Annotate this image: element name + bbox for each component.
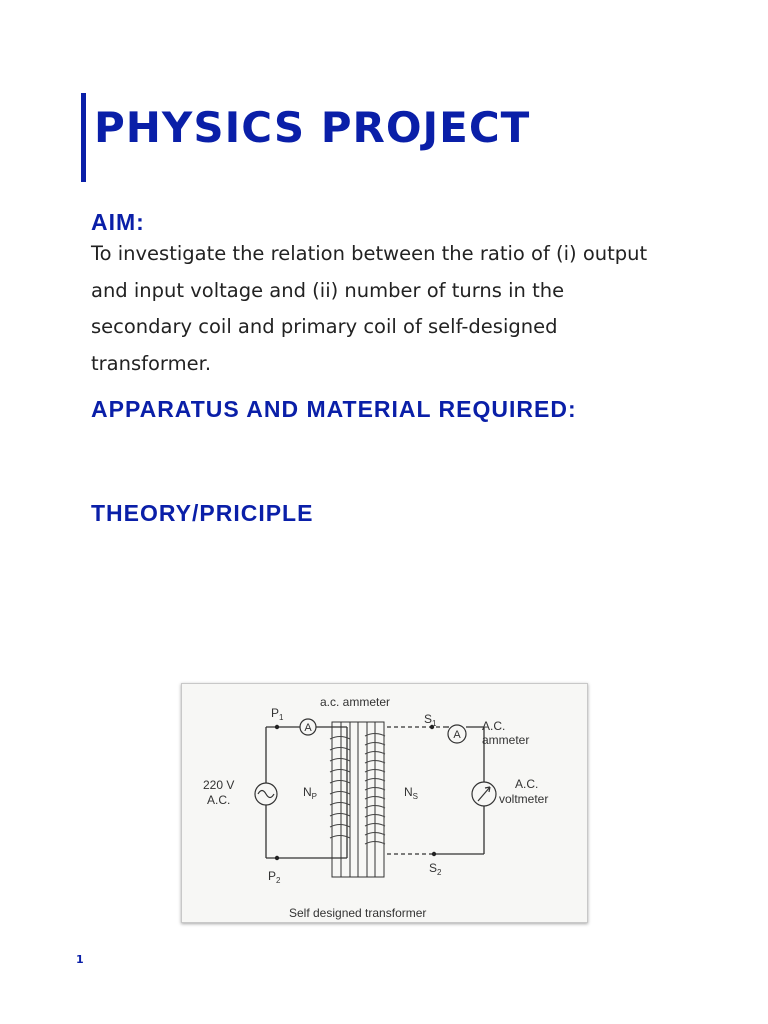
ns-label: $N_S$: [404, 785, 419, 801]
transformer-circuit-figure: [181, 683, 588, 923]
aim-line: transformer.: [91, 351, 212, 375]
np-label: $N_P$: [303, 785, 318, 801]
s2-label: $S_2$: [429, 861, 442, 877]
figure-caption: Self designed transformer: [289, 906, 427, 920]
p2-label: $P_2$: [268, 869, 281, 885]
source-type-label: A.C.: [207, 793, 231, 807]
ac-ammeter-label: a.c. ammeter: [320, 695, 391, 709]
aim-line: To investigate the relation between the ratio of (i) output: [91, 242, 648, 265]
aim-line: and input voltage and (ii) number of turns in the: [91, 278, 565, 302]
ammeter-symbol-text: A: [304, 722, 312, 734]
aim-heading: AIM:: [91, 209, 145, 235]
secondary-ammeter-symbol: [448, 725, 466, 743]
ac-source-symbol: [255, 783, 277, 805]
theory-heading: THEORY/PRICIPLE: [91, 500, 314, 526]
circuit-diagram: [182, 684, 587, 922]
aim-line: secondary coil and primary coil of self-designed: [91, 315, 558, 338]
aim-text: [91, 236, 691, 382]
s1-label: $S_1$: [424, 712, 437, 728]
p1-label: $P_1$: [271, 706, 284, 722]
ammeter-symbol-text: A: [453, 729, 461, 741]
page-number: 1: [76, 953, 84, 966]
ammeter-label-line-2: ammeter: [482, 733, 530, 747]
primary-ammeter-symbol: [300, 719, 316, 735]
page-title: PHYSICS PROJECT: [94, 103, 531, 152]
title-accent-bar: [81, 93, 86, 182]
ammeter-label-line-1: A.C.: [482, 719, 506, 733]
source-voltage-label: 220 V: [203, 778, 235, 792]
voltmeter-label-line-2: voltmeter: [499, 792, 549, 806]
voltmeter-symbol: [472, 782, 496, 806]
voltmeter-label-line-1: A.C.: [515, 777, 539, 791]
apparatus-heading: APPARATUS AND MATERIAL REQUIRED:: [91, 396, 577, 422]
